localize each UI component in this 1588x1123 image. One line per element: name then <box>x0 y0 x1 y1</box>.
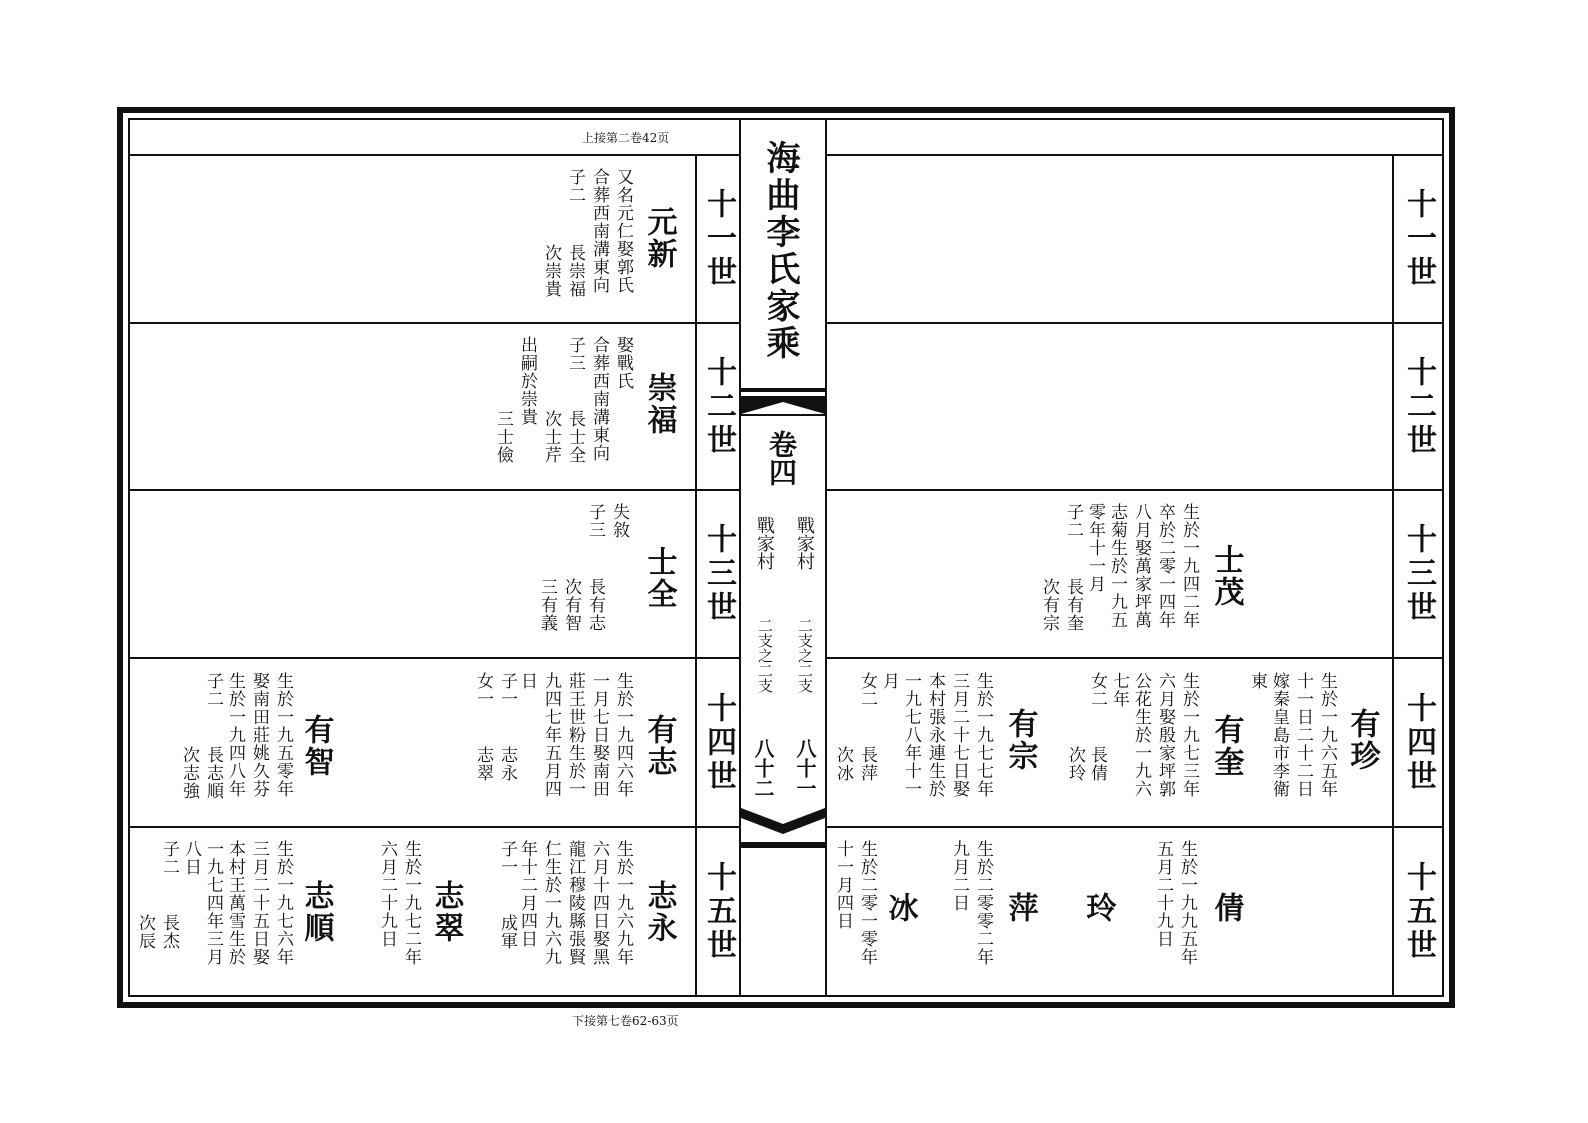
person-detail: 合葬西南溝東向 <box>589 168 609 294</box>
person-name: 有智 <box>298 714 334 778</box>
person-detail: 八日 <box>181 840 201 876</box>
person-name: 倩 <box>1208 892 1244 924</box>
person-detail: 子二 <box>565 168 585 204</box>
person-detail: 合葬西南溝東向 <box>589 336 609 462</box>
left-row-line <box>128 154 739 156</box>
person-name: 士茂 <box>1208 544 1244 608</box>
left-page-number: 八十二 <box>751 738 775 798</box>
person-detail: 仁生於一九六九 <box>541 840 561 966</box>
right-page-branch: 二支之二支 <box>796 618 814 693</box>
person-detail: 長杰 <box>159 914 179 950</box>
person-detail: 嫁秦皇島市李衛 <box>1269 672 1289 798</box>
left-page-village: 戰家村 <box>754 516 775 570</box>
person-detail: 十一月四日 <box>833 840 853 930</box>
person-detail: 失敘 <box>609 503 629 539</box>
person-detail: 六月十四日娶黑 <box>589 840 609 966</box>
volume-label: 卷四 <box>765 430 798 486</box>
gen-cell-left <box>697 659 739 826</box>
spine-rule <box>741 842 825 848</box>
person-detail: 生於一九四八年 <box>225 672 245 798</box>
gen-cell-left <box>697 156 739 322</box>
generation-label: 十一世 <box>701 188 736 290</box>
gen-cell-right <box>1394 828 1442 995</box>
person-name: 冰 <box>882 892 918 924</box>
gen-cell-right <box>1394 491 1442 657</box>
person-detail: 長有志 <box>585 578 605 632</box>
gen-cell-right <box>1394 659 1442 826</box>
person-detail: 七年 <box>1109 672 1129 708</box>
generation-label: 十三世 <box>701 523 736 625</box>
person-detail: 生於二零一零年 <box>857 840 877 966</box>
person-detail: 一月七日娶南田 <box>589 672 609 798</box>
spine-rule <box>741 390 825 392</box>
generation-label: 十一世 <box>1401 188 1436 290</box>
person-detail: 六月娶殷家坪郭 <box>1155 672 1175 798</box>
person-detail: 長萍 <box>857 746 877 782</box>
person-detail: 志翠 <box>473 746 493 782</box>
spine-right-border <box>825 118 827 997</box>
person-detail: 三士儉 <box>493 410 513 464</box>
generation-label: 十五世 <box>1401 860 1436 963</box>
person-detail: 日 <box>517 672 537 690</box>
person-name: 萍 <box>1002 892 1038 924</box>
left-row-line <box>128 657 739 659</box>
person-detail: 生於一九七三年 <box>1179 672 1199 798</box>
person-detail: 子一 <box>497 840 517 876</box>
person-detail: 次志強 <box>179 746 199 800</box>
person-detail: 生於一九五零年 <box>273 672 293 798</box>
person-detail: 次冰 <box>833 746 853 782</box>
left-row-line <box>128 489 739 491</box>
person-name: 有志 <box>641 714 677 778</box>
person-name: 志翠 <box>428 880 464 944</box>
person-detail: 九月二日 <box>949 840 969 912</box>
person-detail: 次有宗 <box>1039 578 1059 632</box>
person-detail: 女一 <box>473 672 493 708</box>
person-detail: 娶戰氏 <box>613 336 633 390</box>
generation-label: 十二世 <box>1401 355 1436 458</box>
person-name: 有珍 <box>1344 708 1380 772</box>
person-detail: 生於一九四二年 <box>1179 503 1199 629</box>
person-detail: 九四七年五月四 <box>541 672 561 798</box>
left-row-line <box>128 826 739 828</box>
person-name: 元新 <box>641 206 677 270</box>
person-detail: 東 <box>1247 672 1267 690</box>
person-name: 有宗 <box>1002 708 1038 772</box>
right-row-line <box>825 489 1444 491</box>
person-detail: 生於一九七六年 <box>273 840 293 966</box>
person-detail: 子一 <box>497 672 517 708</box>
person-detail: 三有義 <box>537 578 557 632</box>
gen-cell-right <box>1394 324 1442 489</box>
person-detail: 生於一九九五年 <box>1177 840 1197 966</box>
person-detail: 零年十一月 <box>1085 503 1105 593</box>
person-detail: 生於一九四六年 <box>613 672 633 798</box>
person-detail: 本村張永連生於 <box>925 672 945 798</box>
person-detail: 五月二十九日 <box>1153 840 1173 948</box>
person-detail: 成軍 <box>497 914 517 950</box>
person-detail: 莊王世粉生於一 <box>565 672 585 798</box>
person-detail: 子三 <box>585 503 605 539</box>
person-detail: 生於一九六五年 <box>1317 672 1337 798</box>
gen-cell-left <box>697 491 739 657</box>
person-detail: 次辰 <box>135 914 155 950</box>
person-detail: 志永 <box>497 746 517 782</box>
left-row-line <box>128 322 739 324</box>
person-detail: 女二 <box>1087 672 1107 708</box>
person-detail: 一九七四年三月 <box>203 840 223 966</box>
person-detail: 次玲 <box>1065 746 1085 782</box>
person-name: 志順 <box>298 880 334 944</box>
person-detail: 出嗣於崇貴 <box>517 336 537 426</box>
person-detail: 又名元仁娶郭氏 <box>613 168 633 294</box>
person-detail: 三月二十五日娶 <box>249 840 269 966</box>
book-title: 海曲李氏家乘 <box>760 140 800 362</box>
person-detail: 子三 <box>565 336 585 372</box>
generation-label: 十五世 <box>701 860 736 963</box>
person-detail: 子二 <box>1063 503 1083 539</box>
right-row-line <box>825 826 1444 828</box>
person-detail: 年十二月四日 <box>517 840 537 948</box>
person-detail: 月 <box>879 672 899 690</box>
right-row-line <box>825 657 1444 659</box>
right-page-village: 戰家村 <box>794 516 815 570</box>
left-page-branch: 二支之二支 <box>756 618 774 693</box>
person-detail: 次有智 <box>561 578 581 632</box>
person-name: 志永 <box>641 880 677 944</box>
person-detail: 龍江穆陵縣張賢 <box>565 840 585 966</box>
person-detail: 長士全 <box>565 410 585 464</box>
person-name: 有奎 <box>1208 714 1244 778</box>
person-detail: 公花生於一九六 <box>1131 672 1151 798</box>
right-page-number: 八十一 <box>793 738 817 798</box>
person-detail: 十一日二十二日 <box>1293 672 1313 798</box>
person-detail: 志菊生於一九五 <box>1107 503 1127 629</box>
person-name: 士全 <box>641 546 677 610</box>
generation-label: 十四世 <box>1401 691 1436 794</box>
person-detail: 卒於二零一四年 <box>1155 503 1175 629</box>
person-detail: 長有奎 <box>1063 578 1083 632</box>
generation-label: 十二世 <box>701 355 736 458</box>
person-detail: 一九七八年十一 <box>901 672 921 798</box>
person-name: 崇福 <box>641 372 677 436</box>
person-detail: 次士芹 <box>541 410 561 464</box>
person-detail: 次崇貴 <box>541 244 561 298</box>
person-detail: 子二 <box>159 840 179 876</box>
person-name: 玲 <box>1080 892 1116 924</box>
person-detail: 六月二十九日 <box>377 840 397 948</box>
person-detail: 長志順 <box>203 746 223 800</box>
person-detail: 本村王萬雪生於 <box>225 840 245 966</box>
gen-cell-right <box>1394 156 1442 322</box>
person-detail: 八月娶萬家坪萬 <box>1131 503 1151 629</box>
person-detail: 長崇福 <box>565 244 585 298</box>
person-detail: 娶南田莊姚久芬 <box>249 672 269 798</box>
bottom-continuation-note: 下接第七卷62-63页 <box>572 1014 679 1028</box>
person-detail: 女二 <box>857 672 877 708</box>
right-row-line <box>825 154 1444 156</box>
gen-cell-left <box>697 324 739 489</box>
person-detail: 生於二零零二年 <box>973 840 993 966</box>
right-row-line <box>825 322 1444 324</box>
person-detail: 生於一九七七年 <box>973 672 993 798</box>
person-detail: 長倩 <box>1087 746 1107 782</box>
person-detail: 生於一九七二年 <box>401 840 421 966</box>
gen-cell-left <box>697 828 739 995</box>
generation-label: 十三世 <box>1401 523 1436 625</box>
person-detail: 子二 <box>203 672 223 708</box>
generation-label: 十四世 <box>701 691 736 794</box>
person-detail: 三月二十七日娶 <box>949 672 969 798</box>
top-continuation-note: 上接第二卷42页 <box>582 131 670 145</box>
person-detail: 生於一九六九年 <box>613 840 633 966</box>
